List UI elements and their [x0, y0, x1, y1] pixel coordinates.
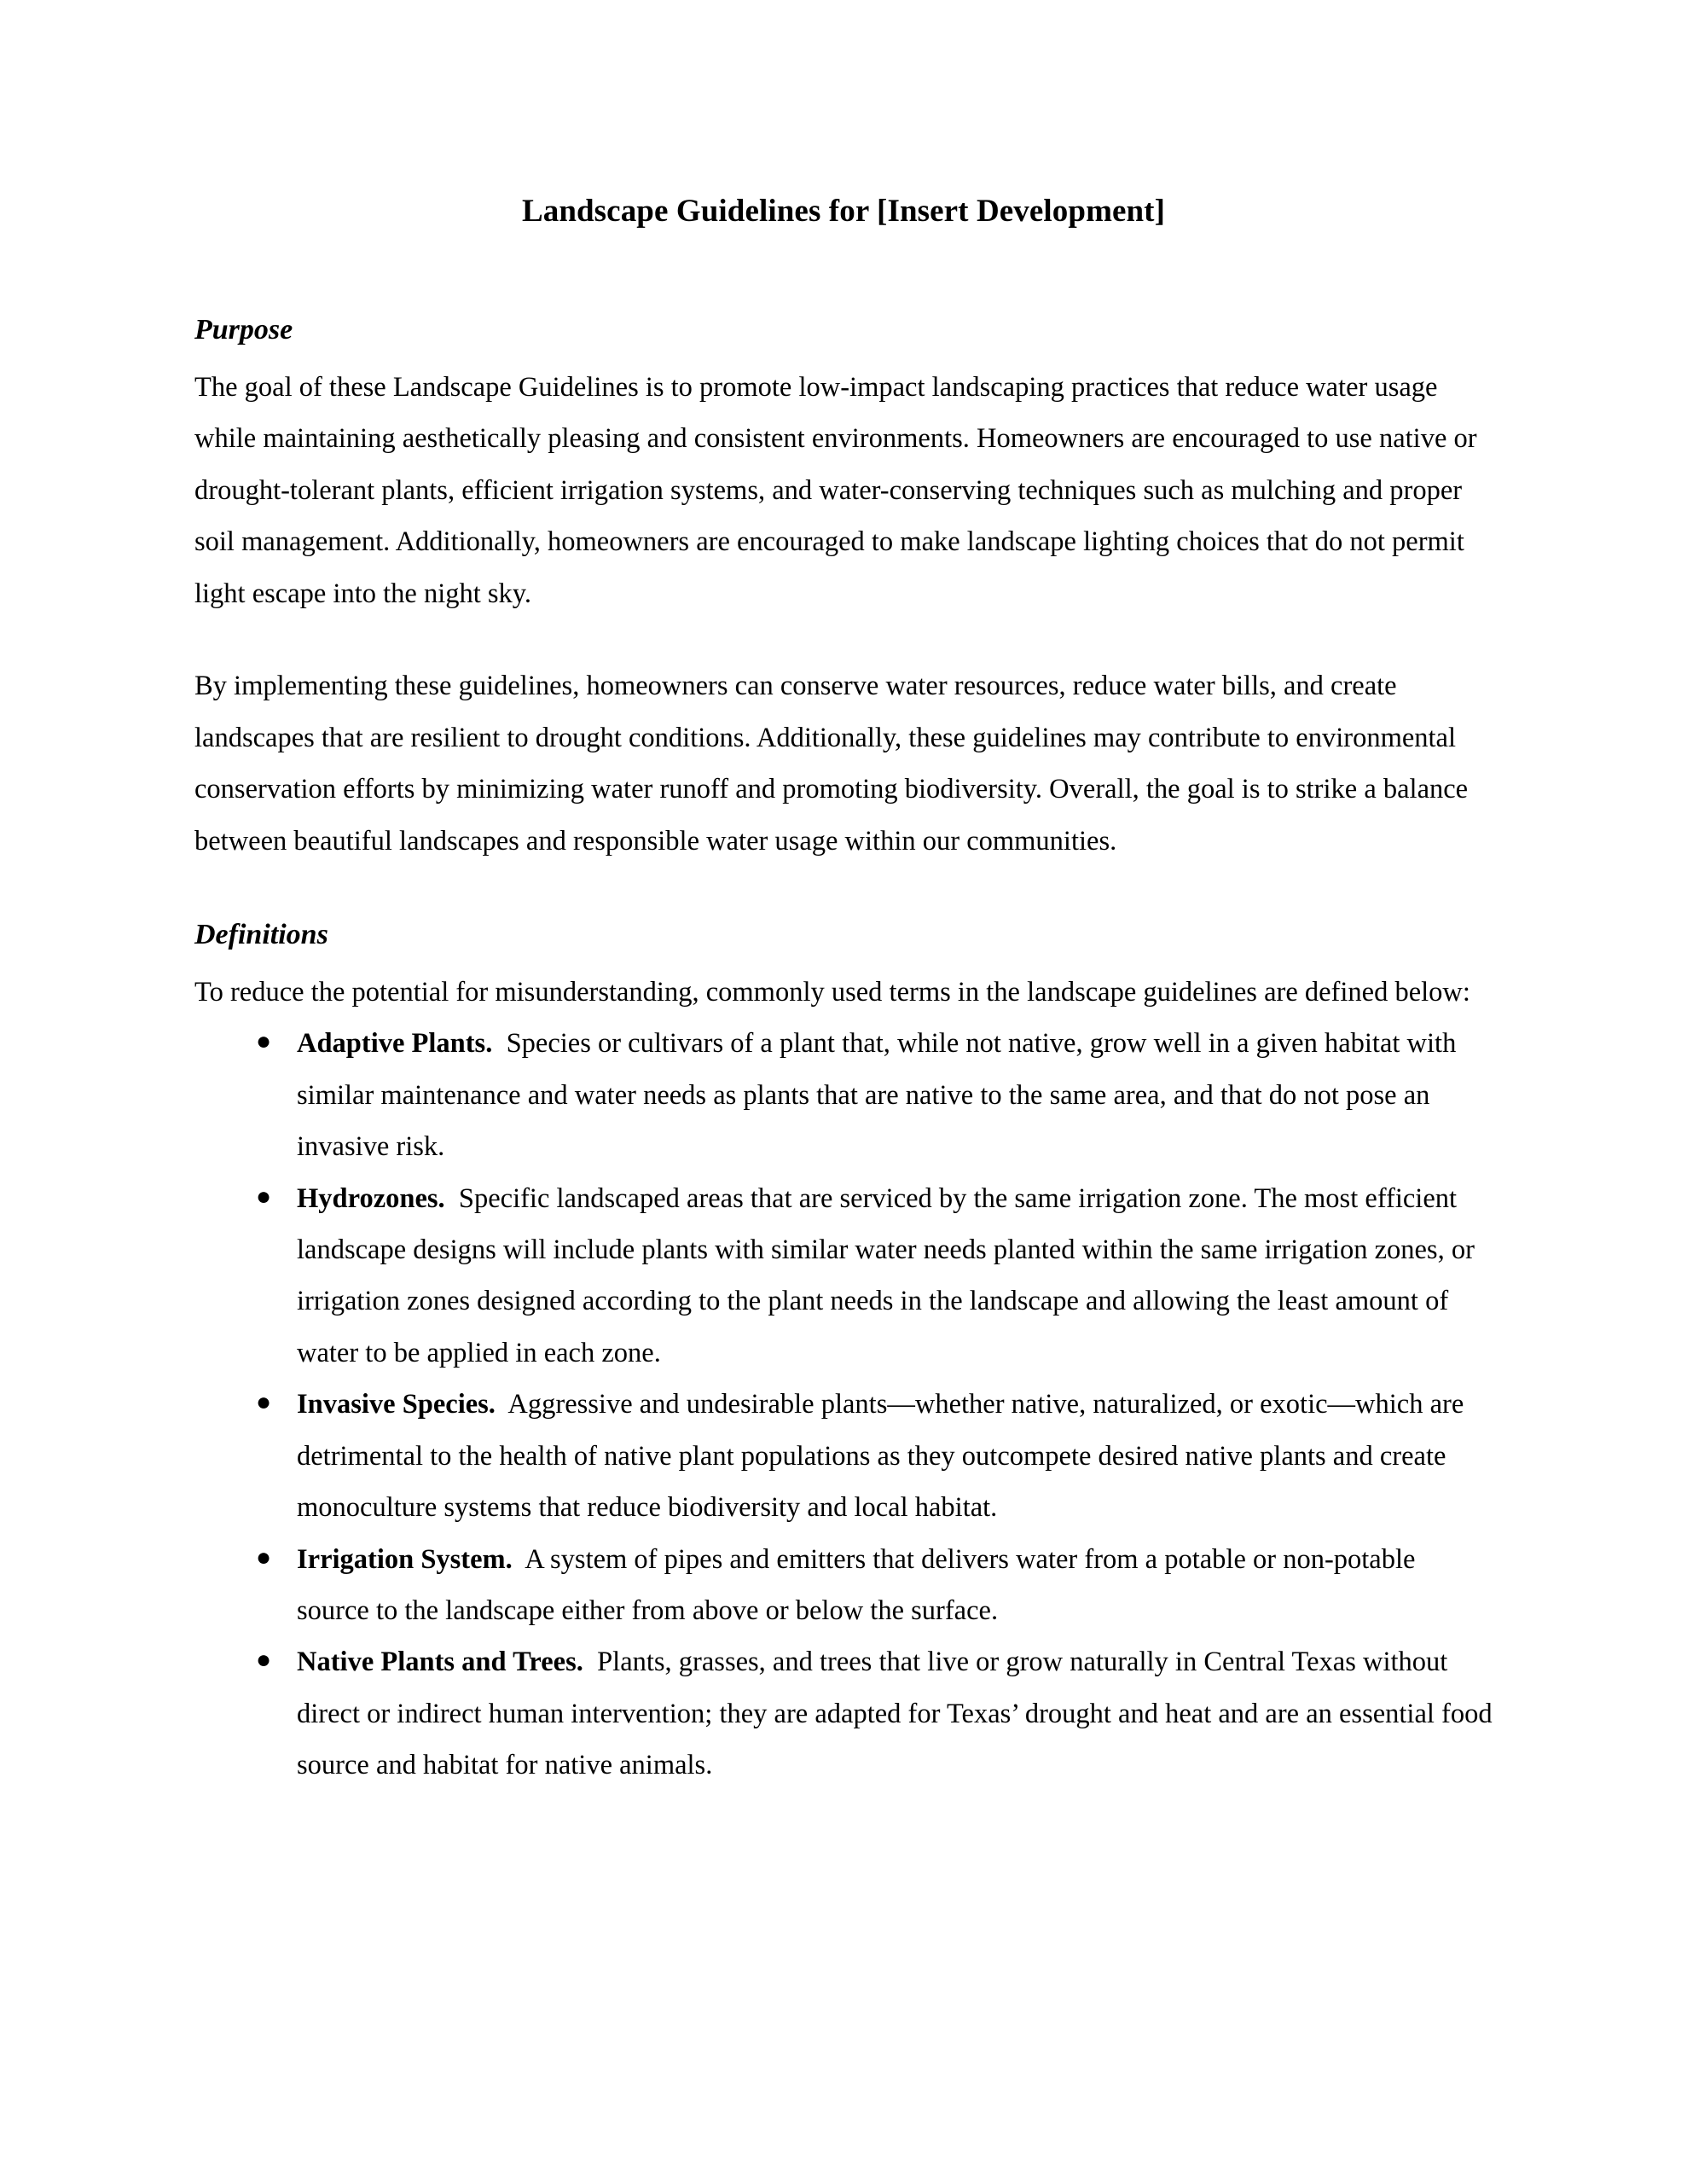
heading-spacer: [194, 348, 1493, 362]
list-item: [194, 1534, 1493, 1637]
section-heading-definitions: Definitions: [194, 918, 328, 950]
definitions-intro: To reduce the potential for misunderstanding, commonly used terms in the landscape guidelines are defined below:: [194, 976, 1470, 1008]
bullet-icon: ●: [256, 1182, 272, 1211]
bullet-icon: ●: [256, 1388, 272, 1417]
section-heading-purpose: Purpose: [194, 314, 293, 346]
definitions-list: [194, 1018, 1493, 1792]
list-item: [194, 1379, 1493, 1533]
definition-term: Irrigation System.: [297, 1543, 513, 1575]
definition-text: Aggressive and undesirable plants—whether native, naturalized, or exotic—which are detrimental to the health of native plant populations as they outcompete desired native plants and create monoculture systems that reduce biodiversity and local habitat.: [297, 1389, 1464, 1524]
page-title: Landscape Guidelines for [Insert Development]: [521, 194, 1166, 229]
definition-term: Adaptive Plants.: [297, 1028, 493, 1060]
section-spacer: [194, 867, 1493, 918]
purpose-paragraph-2: By implementing these guidelines, homeowners can conserve water resources, reduce water bills, and create landscapes that are resilient to drought conditions. Additionally, these guidelines may contribute to environmental conservation efforts by minimizing water runoff and promoting biodiversity. Overall, the goal is to strike a balance between beautiful landscapes and responsible water usage within our communities.: [194, 671, 1469, 857]
bullet-icon: ●: [256, 1027, 272, 1056]
list-item: [194, 1018, 1493, 1172]
definition-text: Plants, grasses, and trees that live or grow naturally in Central Texas without direct or indirect human intervention; they are adapted for Texas’ drought and heat and are an essential food source and habitat for native animals.: [297, 1647, 1493, 1781]
definition-text: Specific landscaped areas that are serviced by the same irrigation zone. The most efficient landscape designs will include plants with similar water needs planted within the same irrigation zones, or irrigation zones designed according to the plant needs in the landscape and allowing the least amount of water to be applied in each zone.: [297, 1182, 1475, 1368]
definition-term: Invasive Species.: [297, 1389, 496, 1420]
bullet-icon: ●: [256, 1646, 272, 1675]
bullet-icon: ●: [256, 1542, 272, 1571]
purpose-paragraph-1: The goal of these Landscape Guidelines is to promote low-impact landscaping practices that reduce water usage while maintaining aesthetically pleasing and consistent environments. Homeowners are encouraged to use native or drought-tolerant plants, efficient irrigation systems, and water-conserving techniques such as mulching and proper soil management. Additionally, homeowners are encouraged to make landscape lighting choices that do not permit light escape into the night sky.: [194, 372, 1477, 609]
definition-term: Hydrozones.: [297, 1182, 445, 1214]
definition-term: Native Plants and Trees.: [297, 1647, 583, 1678]
definition-text: Species or cultivars of a plant that, while not native, grow well in a given habitat with similar maintenance and water needs as plants that are native to the same area, and that do not pose an invasive risk.: [297, 1028, 1457, 1163]
paragraph-spacer: [194, 619, 1493, 660]
title-spacer: [194, 231, 1493, 313]
list-item: [194, 1636, 1493, 1791]
heading-spacer-definitions: [194, 953, 1493, 967]
list-item: [194, 1173, 1493, 1380]
definition-text: A system of pipes and emitters that delivers water from a potable or non-potable source to the landscape either from above or below the surface.: [297, 1543, 1416, 1627]
